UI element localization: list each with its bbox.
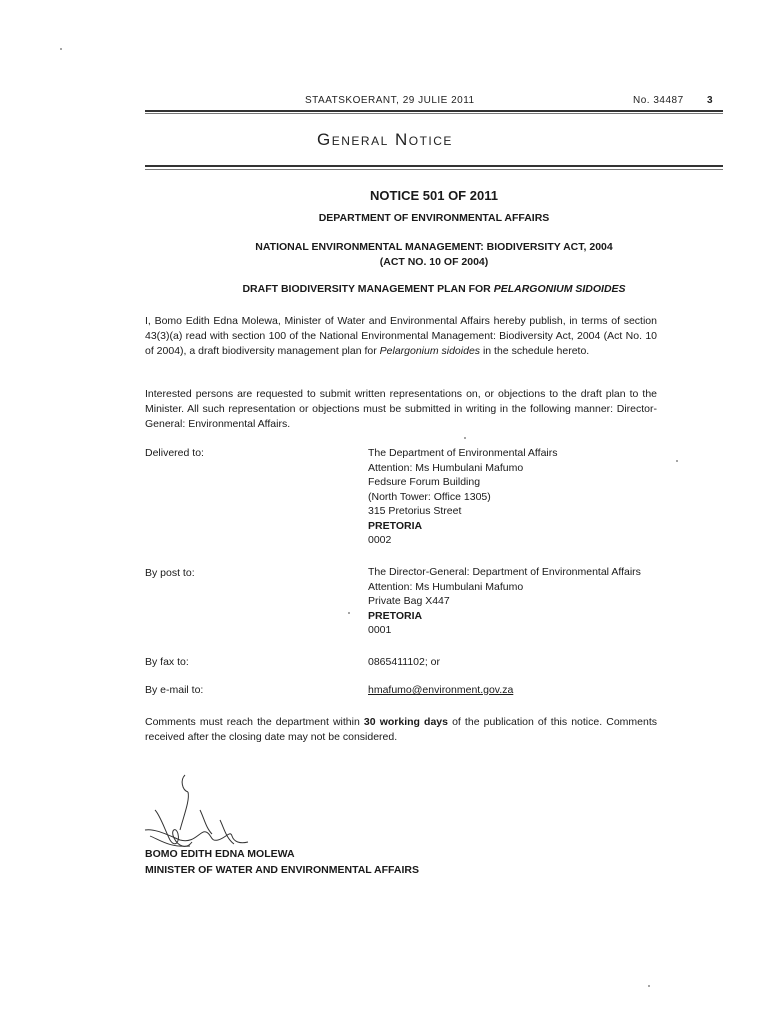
scan-speck — [464, 437, 466, 439]
department-heading: DEPARTMENT OF ENVIRONMENTAL AFFAIRS — [318, 212, 550, 224]
intro-text-end: in the schedule hereto. — [480, 345, 590, 357]
act-heading — [145, 240, 723, 270]
deadline-text-end: of the publication of this notice. Comments received after the closing date may not be considered. — [145, 716, 658, 743]
address-city: PRETORIA — [368, 609, 423, 622]
deadline-paragraph — [145, 715, 657, 745]
address-line: Attention: Ms Humbulani Mafumo — [368, 461, 524, 474]
scan-speck — [60, 48, 62, 50]
scan-speck — [676, 460, 678, 462]
signatory-name: BOMO EDITH EDNA MOLEWA — [145, 848, 295, 860]
address-city: PRETORIA — [368, 519, 423, 532]
post-label: By post to: — [145, 567, 195, 579]
delivered-address — [368, 446, 668, 548]
page-number: 3 — [707, 95, 714, 106]
address-line: 315 Pretorius Street — [368, 505, 462, 517]
post-address — [368, 565, 668, 638]
address-line: Private Bag X447 — [368, 595, 450, 607]
fax-label: By fax to: — [145, 656, 189, 668]
intro-species: Pelargonium sidoides — [379, 345, 481, 357]
draft-heading-prefix: DRAFT BIODIVERSITY MANAGEMENT PLAN FOR — [242, 283, 494, 295]
deadline-days: 30 working days — [363, 716, 448, 728]
scan-speck — [648, 985, 650, 987]
deadline-text: Comments must reach the department within — [145, 716, 364, 728]
intro-paragraph — [145, 314, 657, 359]
address-line: The Director-General: Department of Environmental Affairs — [368, 566, 641, 578]
gazette-number: No. 34487 — [633, 95, 684, 106]
act-heading-line1: NATIONAL ENVIRONMENTAL MANAGEMENT: BIODIVERSITY ACT, 2004 — [255, 241, 613, 253]
email-label: By e-mail to: — [145, 684, 204, 696]
signatory-title: MINISTER OF WATER AND ENVIRONMENTAL AFFAIRS — [145, 864, 419, 876]
title-rule-thin — [145, 169, 723, 170]
address-line: Attention: Ms Humbulani Mafumo — [368, 580, 524, 593]
delivered-label: Delivered to: — [145, 447, 204, 459]
title-rule — [145, 165, 723, 167]
draft-heading-species: PELARGONIUM SIDOIDES — [493, 283, 626, 295]
header-rule-thin — [145, 113, 723, 114]
address-code: 0002 — [368, 534, 392, 546]
header-rule — [145, 110, 723, 112]
act-heading-line2: (ACT NO. 10 OF 2004) — [379, 256, 489, 268]
signatory-block — [145, 846, 419, 878]
address-line: Fedsure Forum Building — [368, 476, 481, 488]
section-title: General Notice — [317, 130, 453, 149]
draft-plan-heading — [145, 283, 723, 295]
address-code: 0001 — [368, 624, 392, 636]
notice-number: NOTICE 501 OF 2011 — [370, 188, 498, 203]
fax-number: 0865411102; or — [368, 656, 441, 668]
intro-text: I, Bomo Edith Edna Molewa, Minister of Water and Environmental Affairs hereby publish, in terms of section 43(3)(a) read with section 100 of the National Environmental Management: Biodiversity Act, 2004 (Act No. 10 of 2004), a draft biodiversity management plan for — [145, 315, 657, 357]
scan-speck — [348, 612, 350, 614]
submission-paragraph: Interested persons are requested to submit written representations on, or objections to the draft plan to the Minister. All such representation or objections must be submitted in writing in the following manner: Director-General: Environmental Affairs. — [145, 388, 657, 430]
gazette-title: STAATSKOERANT, 29 JULIE 2011 — [305, 95, 475, 106]
address-line: The Department of Environmental Affairs — [368, 447, 558, 459]
address-line: (North Tower: Office 1305) — [368, 490, 491, 503]
email-link[interactable]: hmafumo@environment.gov.za — [368, 684, 514, 696]
